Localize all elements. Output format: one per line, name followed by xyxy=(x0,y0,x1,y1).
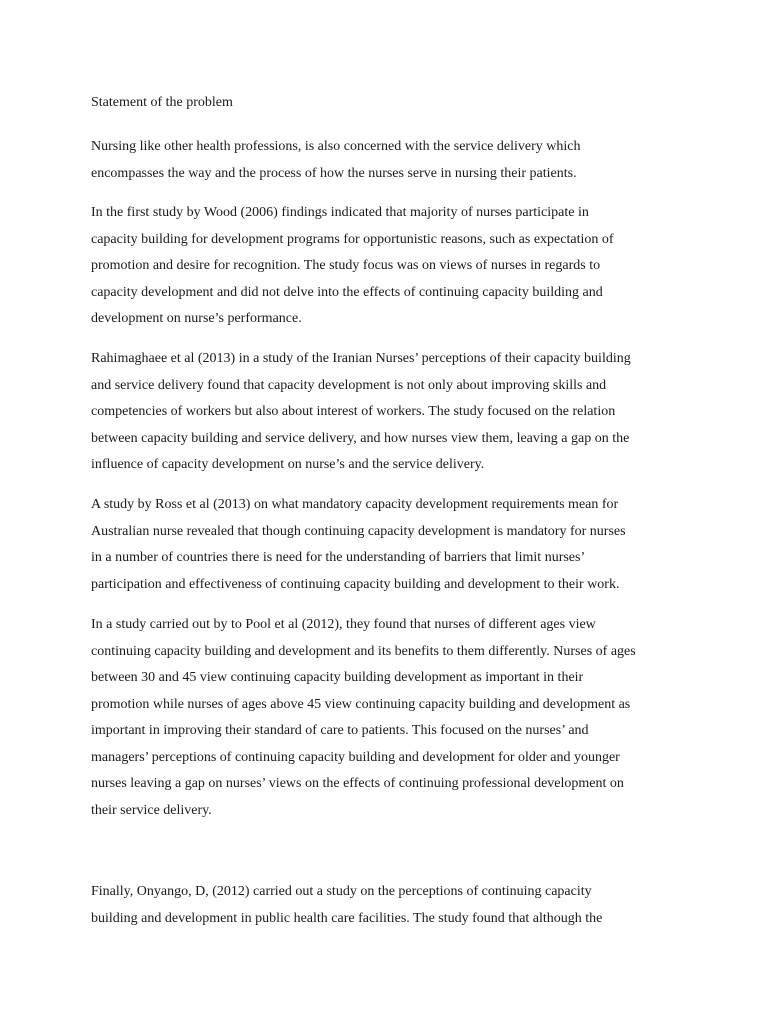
paragraph-line: building and development in public health care facilities. The study found that although the xyxy=(91,910,603,926)
paragraph-line: and service delivery found that capacity development is not only about improving skills and xyxy=(91,377,607,393)
paragraph-line: In the first study by Wood (2006) findings indicated that majority of nurses participate in xyxy=(91,205,589,220)
paragraph-line: Finally, Onyango, D, (2012) carried out a study on the perceptions of continuing capacity xyxy=(91,884,592,899)
paragraph-line: promotion and desire for recognition. The study focus was on views of nurses in regards to xyxy=(91,258,601,273)
paragraph-line: Rahimaghaee et al (2013) in a study of the Iranian Nurses’ perceptions of their capacity building xyxy=(91,351,631,366)
paragraph-line: encompasses the way and the process of how the nurses serve in nursing their patients. xyxy=(91,165,577,181)
paragraph-2 xyxy=(91,200,691,333)
paragraph-1 xyxy=(91,134,691,187)
paragraph-line: continuing capacity building and development and its benefits to them differently. Nurses of ages xyxy=(91,643,636,659)
paragraph-line: competencies of workers but also about interest of workers. The study focused on the relation xyxy=(91,404,616,419)
paragraph-line: participation and effectiveness of continuing capacity building and development to their work. xyxy=(91,576,620,592)
paragraph-line: A study by Ross et al (2013) on what mandatory capacity development requirements mean for xyxy=(91,497,619,512)
paragraph-line: between 30 and 45 view continuing capacity building development as important in their xyxy=(91,670,584,685)
paragraph-line: Nursing like other health professions, is also concerned with the service delivery which xyxy=(91,139,581,154)
paragraph-line: important in improving their standard of care to patients. This focused on the nurses’ and xyxy=(91,723,589,738)
paragraph-line: development on nurse’s performance. xyxy=(91,311,302,326)
paragraph-5 xyxy=(91,612,691,824)
paragraph-line: promotion while nurses of ages above 45 view continuing capacity building and development as xyxy=(91,696,631,712)
paragraph-line: nurses leaving a gap on nurses’ views on the effects of continuing professional development on xyxy=(91,776,624,791)
paragraph-line: In a study carried out by to Pool et al (2012), they found that nurses of different ages view xyxy=(91,617,596,632)
paragraph-6 xyxy=(91,879,691,932)
paragraph-line: influence of capacity development on nurse’s and the service delivery. xyxy=(91,457,485,472)
paragraph-3 xyxy=(91,346,691,479)
paragraph-4 xyxy=(91,492,691,598)
heading-text: Statement of the problem xyxy=(91,95,233,110)
paragraph-line: their service delivery. xyxy=(91,802,212,818)
document-heading xyxy=(91,94,691,111)
paragraph-line: capacity building for development programs for opportunistic reasons, such as expectation of xyxy=(91,231,614,247)
paragraph-line: managers’ perceptions of continuing capacity building and development for older and younger xyxy=(91,749,620,765)
paragraph-line: capacity development and did not delve into the effects of continuing capacity building and xyxy=(91,284,603,300)
paragraph-line: in a number of countries there is need for the understanding of barriers that limit nurses’ xyxy=(91,550,586,565)
paragraph-line: between capacity building and service delivery, and how nurses view them, leaving a gap on the xyxy=(91,430,630,446)
paragraph-line: Australian nurse revealed that though continuing capacity development is mandatory for nurses xyxy=(91,523,626,539)
